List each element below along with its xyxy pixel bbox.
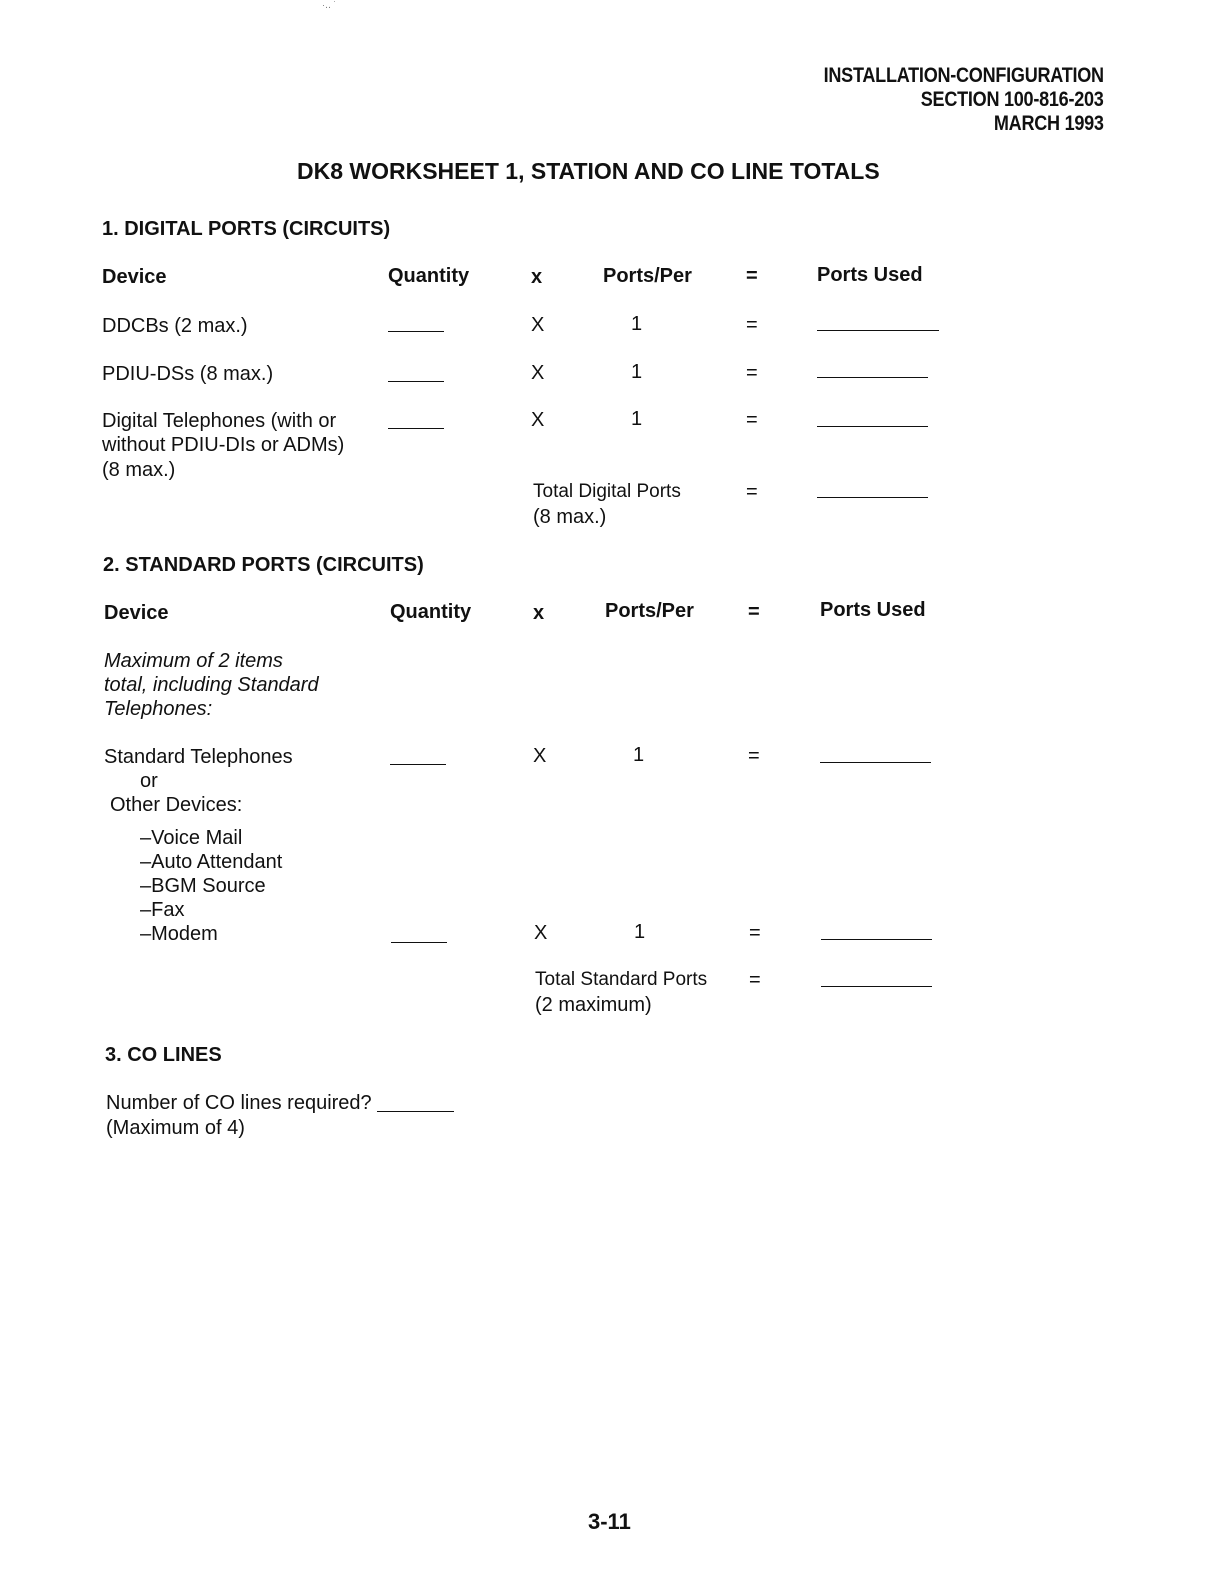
row-pdiu-ds-ports-per: 1 bbox=[631, 361, 643, 383]
col2-eq: = bbox=[748, 601, 760, 623]
total-standard-blank[interactable] bbox=[821, 986, 932, 987]
co-lines-question: Number of CO lines required? bbox=[106, 1092, 372, 1114]
note-line-2: total, including Standard bbox=[104, 674, 319, 696]
other-item-modem: –Modem bbox=[140, 923, 218, 945]
col-x: x bbox=[531, 266, 543, 288]
col-ports-per: Ports/Per bbox=[603, 265, 692, 287]
col-device: Device bbox=[102, 266, 167, 288]
col-eq: = bbox=[746, 265, 758, 287]
other-ports-used-blank[interactable] bbox=[821, 939, 932, 940]
header-line-3: MARCH 1993 bbox=[994, 112, 1104, 135]
row-digital-tel-device-2: without PDIU-DIs or ADMs) bbox=[102, 434, 345, 456]
note-line-3: Telephones: bbox=[104, 698, 213, 720]
row-ddcbs-x: X bbox=[531, 314, 545, 336]
total-standard-label-1: Total Standard Ports bbox=[535, 969, 708, 990]
row-digital-tel-x: X bbox=[531, 409, 545, 431]
std-tel-x: X bbox=[533, 745, 547, 767]
total-standard-eq: = bbox=[749, 969, 761, 991]
row-digital-tel-device-3: (8 max.) bbox=[102, 459, 176, 481]
other-item-voice-mail: –Voice Mail bbox=[140, 827, 243, 849]
total-digital-eq: = bbox=[746, 481, 758, 503]
std-tel-ports-used-blank[interactable] bbox=[820, 762, 931, 763]
ddcbs-ports-used-blank[interactable] bbox=[817, 330, 939, 331]
page-number: 3-11 bbox=[588, 1509, 631, 1534]
col2-quantity: Quantity bbox=[390, 601, 472, 623]
total-digital-label-2: (8 max.) bbox=[533, 506, 607, 528]
digital-tel-ports-used-blank[interactable] bbox=[817, 426, 928, 427]
std-tel-device: Standard Telephones bbox=[104, 746, 293, 768]
row-pdiu-ds-eq: = bbox=[746, 362, 758, 384]
col-ports-used: Ports Used bbox=[817, 264, 923, 286]
pdiu-ds-quantity-blank[interactable] bbox=[388, 381, 444, 382]
other-ports-per: 1 bbox=[634, 921, 646, 943]
ddcbs-quantity-blank[interactable] bbox=[388, 331, 444, 332]
pdiu-ds-ports-used-blank[interactable] bbox=[817, 377, 928, 378]
row-digital-tel-ports-per: 1 bbox=[631, 408, 643, 430]
row-ddcbs-eq: = bbox=[746, 314, 758, 336]
other-quantity-blank[interactable] bbox=[391, 942, 447, 943]
col2-x: x bbox=[533, 602, 545, 624]
other-x: X bbox=[534, 922, 548, 944]
col2-device: Device bbox=[104, 602, 169, 624]
std-tel-eq: = bbox=[748, 745, 760, 767]
other-item-bgm-source: –BGM Source bbox=[140, 875, 266, 897]
other-devices-label: Other Devices: bbox=[110, 794, 243, 816]
scan-speck: ·‥ ˙ bbox=[322, 0, 337, 10]
section-3-heading: 3. CO LINES bbox=[105, 1044, 222, 1066]
std-tel-ports-per: 1 bbox=[633, 744, 645, 766]
other-eq: = bbox=[749, 922, 761, 944]
digital-tel-quantity-blank[interactable] bbox=[388, 428, 444, 429]
section-1-heading: 1. DIGITAL PORTS (CIRCUITS) bbox=[102, 218, 391, 240]
header-line-1: INSTALLATION-CONFIGURATION bbox=[823, 64, 1104, 87]
row-digital-tel-device-1: Digital Telephones (with or bbox=[102, 410, 337, 432]
total-digital-blank[interactable] bbox=[817, 497, 928, 498]
or-label: or bbox=[140, 770, 158, 792]
col2-ports-used: Ports Used bbox=[820, 599, 926, 621]
header-line-2: SECTION 100-816-203 bbox=[921, 88, 1104, 111]
total-digital-label-1: Total Digital Ports bbox=[533, 481, 681, 502]
other-item-fax: –Fax bbox=[140, 899, 185, 921]
row-pdiu-ds-x: X bbox=[531, 362, 545, 384]
total-standard-label-2: (2 maximum) bbox=[535, 994, 652, 1016]
row-pdiu-ds-device: PDIU-DSs (8 max.) bbox=[102, 363, 274, 385]
col-quantity: Quantity bbox=[388, 265, 470, 287]
page-title: DK8 WORKSHEET 1, STATION AND CO LINE TOTALS bbox=[297, 158, 880, 184]
note-line-1: Maximum of 2 items bbox=[104, 650, 283, 672]
co-lines-note: (Maximum of 4) bbox=[106, 1117, 245, 1139]
co-lines-blank[interactable] bbox=[377, 1111, 454, 1112]
std-tel-quantity-blank[interactable] bbox=[390, 764, 446, 765]
other-item-auto-attendant: –Auto Attendant bbox=[140, 851, 283, 873]
row-ddcbs-device: DDCBs (2 max.) bbox=[102, 315, 248, 337]
row-digital-tel-eq: = bbox=[746, 409, 758, 431]
col2-ports-per: Ports/Per bbox=[605, 600, 694, 622]
row-ddcbs-ports-per: 1 bbox=[631, 313, 643, 335]
section-2-heading: 2. STANDARD PORTS (CIRCUITS) bbox=[103, 554, 424, 576]
